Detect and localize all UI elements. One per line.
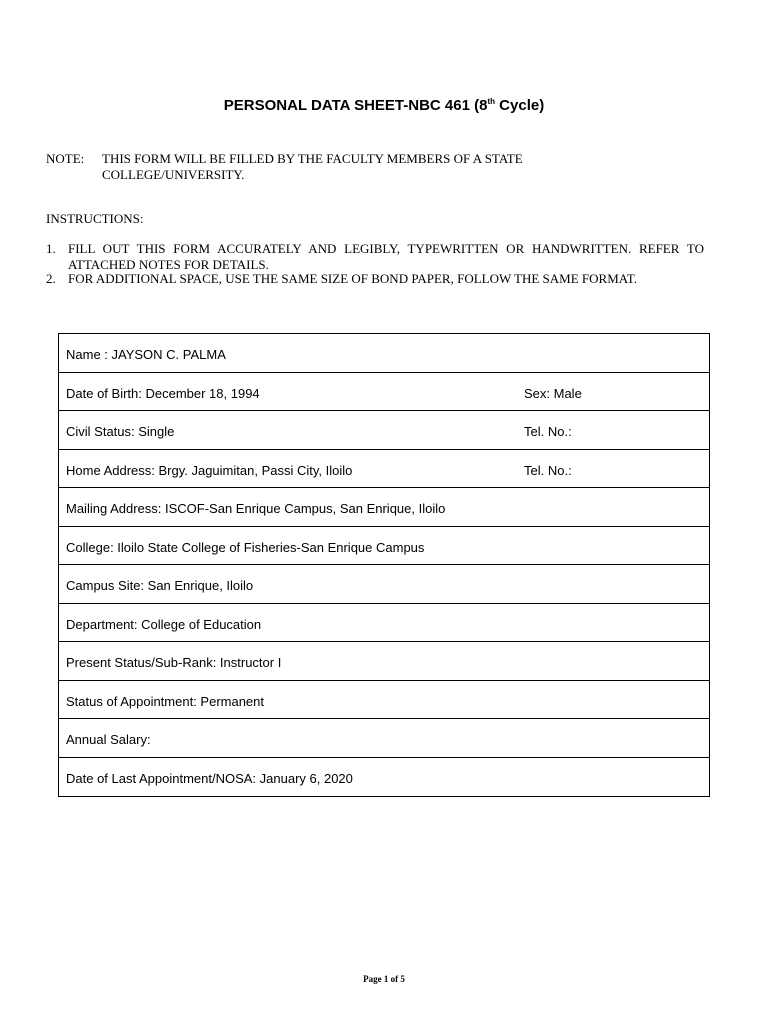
field-row-annual-salary	[59, 719, 709, 758]
field-row-college	[59, 527, 709, 566]
field-row-campus-site	[59, 565, 709, 604]
field-row-appointment-status	[59, 681, 709, 720]
field-row-mailing-address	[59, 488, 709, 527]
field-row-civil-status	[59, 411, 709, 450]
page-title	[0, 97, 768, 114]
page-number: Page 1 of 5	[363, 974, 405, 984]
field-row-department	[59, 604, 709, 643]
title-suffix: Cycle)	[495, 97, 545, 114]
note-text	[102, 151, 622, 183]
note-label: NOTE:	[46, 151, 85, 166]
field-status-of-appointment: Status of Appointment: Permanent	[66, 693, 265, 709]
note-line-1: THIS FORM WILL BE FILLED BY THE FACULTY MEMBERS OF A STATE	[102, 151, 523, 166]
instruction-item	[46, 271, 704, 303]
personal-info-table	[58, 333, 710, 797]
field-home-address: Home Address: Brgy. Jaguimitan, Passi City, Iloilo	[66, 462, 353, 478]
field-date-of-birth: Date of Birth: December 18, 1994	[66, 385, 260, 401]
field-row-home-address	[59, 450, 709, 489]
field-row-present-status	[59, 642, 709, 681]
field-mailing-address: Mailing Address: ISCOF-San Enrique Campus, San Enrique, Iloilo	[66, 501, 446, 516]
field-name: Name : JAYSON C. PALMA	[66, 347, 226, 362]
field-college: College: Iloilo State College of Fisheries-San Enrique Campus	[66, 539, 425, 555]
instructions-label: INSTRUCTIONS:	[46, 211, 144, 226]
field-present-status: Present Status/Sub-Rank: Instructor I	[66, 655, 282, 670]
field-home-tel-no: Tel. No.:	[524, 462, 572, 478]
title-text: PERSONAL DATA SHEET-NBC 461 (8	[223, 97, 488, 114]
instruction-number: 2.	[46, 271, 56, 286]
instruction-text: FOR ADDITIONAL SPACE, USE THE SAME SIZE OF BOND PAPER, FOLLOW THE SAME FORMAT.	[68, 271, 637, 286]
field-row-name	[59, 334, 709, 373]
field-row-birth	[59, 373, 709, 412]
instruction-text: FILL OUT THIS FORM ACCURATELY AND LEGIBLY, TYPEWRITTEN OR HANDWRITTEN. REFER TO ATTACHED NOTES FOR DETAILS.	[68, 241, 704, 272]
field-last-appointment: Date of Last Appointment/NOSA: January 6, 2020	[66, 770, 353, 786]
note-line-2: COLLEGE/UNIVERSITY.	[102, 167, 245, 182]
title-superscript: th	[487, 97, 496, 106]
instruction-number: 1.	[46, 241, 56, 256]
field-civil-status: Civil Status: Single	[66, 424, 175, 439]
instruction-item	[46, 241, 704, 273]
field-campus-site: Campus Site: San Enrique, Iloilo	[66, 578, 254, 593]
field-row-last-appointment	[59, 758, 709, 797]
field-annual-salary: Annual Salary:	[66, 732, 151, 747]
field-tel-no: Tel. No.:	[524, 424, 572, 439]
field-sex: Sex: Male	[524, 385, 582, 401]
field-department: Department: College of Education	[66, 616, 262, 632]
